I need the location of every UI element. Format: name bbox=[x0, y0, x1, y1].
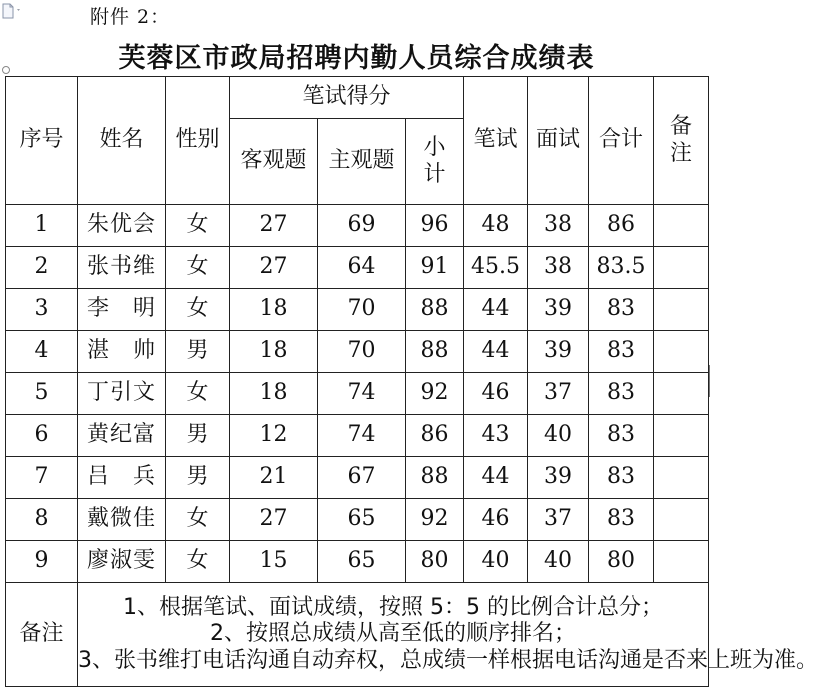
cell-remark bbox=[654, 205, 709, 247]
cell-subtotal: 88 bbox=[406, 289, 464, 331]
cell-interview: 39 bbox=[528, 457, 589, 499]
cell-written: 44 bbox=[464, 457, 528, 499]
table-row bbox=[6, 499, 709, 541]
attachment-label: 附件 2： bbox=[90, 6, 171, 28]
cell-remark bbox=[654, 499, 709, 541]
score-table bbox=[5, 76, 818, 687]
cell-seq: 9 bbox=[6, 541, 78, 583]
cell-interview: 39 bbox=[528, 289, 589, 331]
header-subtotal-line2: 计 bbox=[423, 161, 446, 187]
cell-remark bbox=[654, 331, 709, 373]
cell-subtotal: 88 bbox=[406, 331, 464, 373]
cell-name: 丁引文 bbox=[78, 373, 166, 415]
cell-remark bbox=[654, 457, 709, 499]
cell-total: 83 bbox=[589, 373, 654, 415]
cell-name: 李 明 bbox=[78, 289, 166, 331]
note-line: 2、按照总成绩从高至低的顺序排名； bbox=[210, 621, 576, 647]
cell-remark bbox=[654, 247, 709, 289]
cell-written: 46 bbox=[464, 373, 528, 415]
header-subtotal-line1: 小 bbox=[423, 135, 446, 161]
cell-subjective: 70 bbox=[318, 289, 406, 331]
table-row bbox=[6, 373, 709, 415]
cell-subtotal: 96 bbox=[406, 205, 464, 247]
cell-seq: 1 bbox=[6, 205, 78, 247]
cell-subtotal: 86 bbox=[406, 415, 464, 457]
cell-gender: 女 bbox=[166, 499, 230, 541]
notes-label: 备注 bbox=[6, 583, 78, 687]
notes-body bbox=[78, 583, 818, 687]
cell-total: 83.5 bbox=[589, 247, 654, 289]
notes-row bbox=[6, 583, 709, 687]
cell-written: 45.5 bbox=[464, 247, 528, 289]
table-row bbox=[6, 415, 709, 457]
cell-remark bbox=[654, 373, 709, 415]
cell-subjective: 65 bbox=[318, 499, 406, 541]
cell-interview: 37 bbox=[528, 373, 589, 415]
header-written: 笔试 bbox=[464, 77, 528, 205]
header-interview: 面试 bbox=[528, 77, 589, 205]
cell-total: 83 bbox=[589, 457, 654, 499]
cell-gender: 女 bbox=[166, 205, 230, 247]
cell-name: 黄纪富 bbox=[78, 415, 166, 457]
header-objective: 客观题 bbox=[230, 119, 318, 205]
cell-total: 80 bbox=[589, 541, 654, 583]
header-subjective: 主观题 bbox=[318, 119, 406, 205]
table-row bbox=[6, 541, 709, 583]
cell-seq: 8 bbox=[6, 499, 78, 541]
header-subtotal bbox=[406, 119, 464, 205]
page-title: 芙蓉区市政局招聘内勤人员综合成绩表 bbox=[118, 43, 595, 74]
cell-gender: 女 bbox=[166, 247, 230, 289]
cell-interview: 37 bbox=[528, 499, 589, 541]
cell-objective: 12 bbox=[230, 415, 318, 457]
cell-written: 44 bbox=[464, 331, 528, 373]
cell-objective: 18 bbox=[230, 289, 318, 331]
cell-objective: 27 bbox=[230, 499, 318, 541]
header-remark-line2: 注 bbox=[669, 140, 692, 166]
header-gender: 性别 bbox=[166, 77, 230, 205]
cell-total: 86 bbox=[589, 205, 654, 247]
cell-seq: 6 bbox=[6, 415, 78, 457]
table-row bbox=[6, 247, 709, 289]
cell-name: 张书维 bbox=[78, 247, 166, 289]
cell-objective: 21 bbox=[230, 457, 318, 499]
cell-gender: 男 bbox=[166, 457, 230, 499]
cell-remark bbox=[654, 289, 709, 331]
table-move-handle[interactable] bbox=[2, 66, 10, 74]
cell-subtotal: 88 bbox=[406, 457, 464, 499]
cell-written: 44 bbox=[464, 289, 528, 331]
cell-subtotal: 91 bbox=[406, 247, 464, 289]
header-remark-line1: 备 bbox=[669, 114, 692, 140]
cell-gender: 男 bbox=[166, 415, 230, 457]
cell-gender: 女 bbox=[166, 373, 230, 415]
cell-written: 46 bbox=[464, 499, 528, 541]
cell-interview: 38 bbox=[528, 205, 589, 247]
cell-interview: 40 bbox=[528, 415, 589, 457]
cell-subjective: 74 bbox=[318, 373, 406, 415]
cell-remark bbox=[654, 541, 709, 583]
cell-seq: 5 bbox=[6, 373, 78, 415]
cell-objective: 27 bbox=[230, 247, 318, 289]
cell-subjective: 64 bbox=[318, 247, 406, 289]
cell-subjective: 65 bbox=[318, 541, 406, 583]
cell-subtotal: 92 bbox=[406, 373, 464, 415]
document-icon bbox=[2, 3, 16, 19]
header-remark bbox=[654, 77, 709, 205]
cell-subjective: 74 bbox=[318, 415, 406, 457]
header-name: 姓名 bbox=[78, 77, 166, 205]
cell-subtotal: 80 bbox=[406, 541, 464, 583]
cell-total: 83 bbox=[589, 499, 654, 541]
cell-seq: 3 bbox=[6, 289, 78, 331]
cell-interview: 39 bbox=[528, 331, 589, 373]
cell-total: 83 bbox=[589, 331, 654, 373]
cell-remark bbox=[654, 415, 709, 457]
cell-total: 83 bbox=[589, 415, 654, 457]
cell-total: 83 bbox=[589, 289, 654, 331]
header-total: 合计 bbox=[589, 77, 654, 205]
cell-subjective: 69 bbox=[318, 205, 406, 247]
cell-objective: 18 bbox=[230, 373, 318, 415]
note-line: 1、根据笔试、面试成绩，按照 5：5 的比例合计总分； bbox=[123, 594, 663, 620]
table-row bbox=[6, 289, 709, 331]
cell-interview: 40 bbox=[528, 541, 589, 583]
cell-objective: 15 bbox=[230, 541, 318, 583]
table-row bbox=[6, 457, 709, 499]
header-written-group: 笔试得分 bbox=[230, 77, 464, 119]
table-row bbox=[6, 205, 709, 247]
cell-interview: 38 bbox=[528, 247, 589, 289]
cell-name: 吕 兵 bbox=[78, 457, 166, 499]
cell-objective: 27 bbox=[230, 205, 318, 247]
cell-written: 43 bbox=[464, 415, 528, 457]
cell-seq: 2 bbox=[6, 247, 78, 289]
cell-name: 朱优会 bbox=[78, 205, 166, 247]
cell-subjective: 67 bbox=[318, 457, 406, 499]
cell-name: 戴微佳 bbox=[78, 499, 166, 541]
cell-name: 廖淑雯 bbox=[78, 541, 166, 583]
header-seq: 序号 bbox=[6, 77, 78, 205]
cell-objective: 18 bbox=[230, 331, 318, 373]
cell-gender: 女 bbox=[166, 289, 230, 331]
cell-gender: 女 bbox=[166, 541, 230, 583]
cell-written: 48 bbox=[464, 205, 528, 247]
cell-name: 湛 帅 bbox=[78, 331, 166, 373]
cell-subjective: 70 bbox=[318, 331, 406, 373]
cell-seq: 7 bbox=[6, 457, 78, 499]
cell-seq: 4 bbox=[6, 331, 78, 373]
cell-gender: 男 bbox=[166, 331, 230, 373]
table-row bbox=[6, 331, 709, 373]
note-line: 3、张书维打电话沟通自动弃权，总成绩一样根据电话沟通是否来上班为准。 bbox=[78, 647, 818, 673]
cell-subtotal: 92 bbox=[406, 499, 464, 541]
cell-written: 40 bbox=[464, 541, 528, 583]
